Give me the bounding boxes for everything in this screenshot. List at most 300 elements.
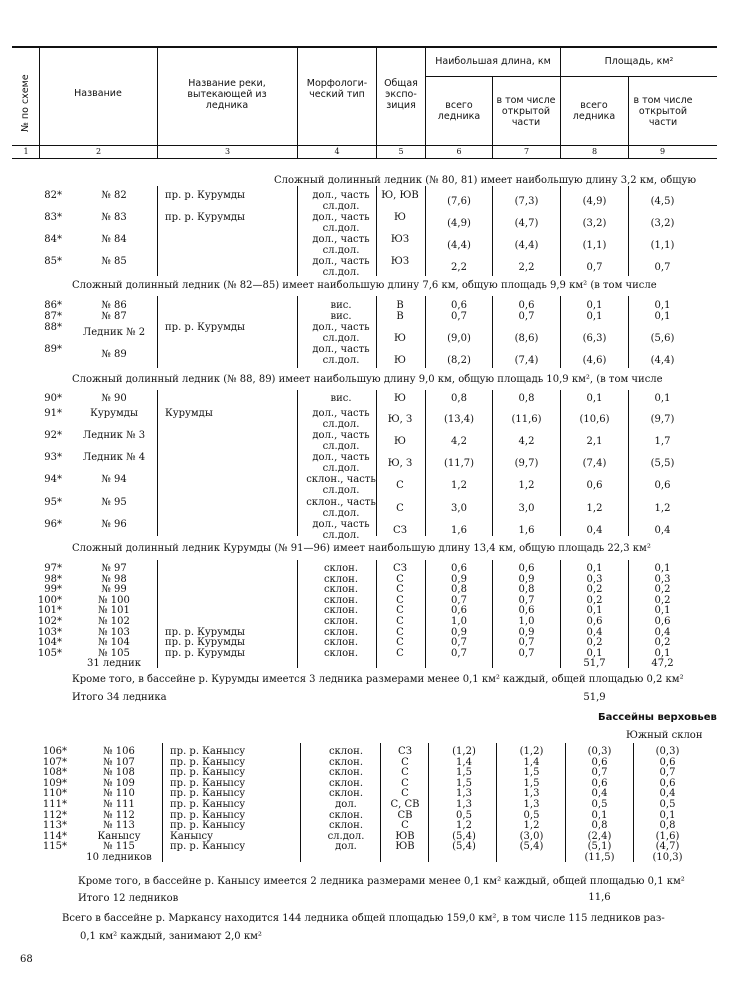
col-divider [297,46,298,158]
cell-typ: сл.дол. [322,201,360,212]
cell-lo: (8,6) [514,333,539,344]
cell-typ: склон. [323,626,359,638]
col-divider [39,46,40,158]
cell-name: № 105 [98,647,130,659]
cell-typ: вис. [330,300,352,311]
cell-name: № 109 [103,777,135,789]
cell-a: 0,4 [586,626,603,638]
cell-a: 0,1 [586,300,603,311]
cell-ao: (1,6) [655,830,680,842]
cell-name: 31 ледник [87,658,141,670]
cell-lo: (3,0) [519,830,544,842]
section-divider [560,186,561,276]
cell-name: Ледник № 4 [82,452,146,463]
header-group-length: Наибольшая длина, км [435,56,551,67]
header-group-area: Площадь, км² [604,56,674,67]
cell-lo: 1,5 [523,777,540,789]
cell-ao: 0,1 [654,311,671,322]
cell-exp: Ю [394,333,406,344]
section-divider [297,296,298,368]
cell-exp: ЮВ [395,830,415,842]
cell-ao: 0,1 [659,809,676,821]
cell-n: 88* [44,322,62,333]
cell-exp: С [401,820,409,832]
cell-a: 0,7 [591,767,608,779]
cell-lo: 0,7 [518,637,535,649]
col-number: 6 [456,147,462,156]
cell-l: (7,6) [447,196,471,207]
cell-typ: склон. [323,584,359,596]
header-col1: № по схеме [20,74,31,132]
cell-ao: 0,6 [659,777,676,789]
section-divider [425,390,426,536]
header-bottom-rule [12,145,717,146]
cell-lo: (9,7) [514,458,539,469]
cell-riv: Курумды [165,408,213,419]
cell-riv: пр. р. Каныıсу [170,746,246,757]
cell-riv: пр. р. Курумды [165,647,245,659]
cell-riv: пр. р. Курумды [165,626,245,638]
cell-a: 0,4 [591,788,608,800]
cell-riv: пр. р. Каныıсу [170,841,246,853]
cell-exp: ЮЗ [390,256,410,267]
cell-l: (4,9) [447,218,471,229]
cell-lo: 1,4 [523,756,540,768]
cell-l: (5,4) [452,830,476,842]
cell-ao: (4,7) [655,841,680,853]
cell-ao: 0,8 [659,820,676,832]
section-divider [380,743,381,862]
cell-exp: С [396,647,404,659]
section-subtitle: Южный склон [626,730,703,741]
cell-a: 0,7 [586,262,603,273]
cell-lo: (4,4) [514,240,539,251]
cell-typ: склон. [328,820,364,832]
cell-a: (0,3) [587,746,612,757]
cell-l: (4,4) [447,240,471,251]
cell-name: № 96 [101,519,127,530]
cell-l: 0,5 [456,809,472,821]
col-number: 4 [334,147,340,156]
cell-ao: 0,6 [654,616,671,627]
cell-a: 0,1 [586,605,603,617]
cell-exp: СЗ [398,746,412,757]
cell-n: 113* [42,820,67,832]
cell-typ: склон. [323,563,359,574]
cell-exp: С [396,503,404,514]
header-col6: всего ледника [437,100,481,122]
cell-exp: С [401,767,409,779]
table-top-rule [12,46,717,48]
section-divider [628,390,629,536]
cell-exp: С, СВ [390,799,420,810]
cell-exp: С [396,605,404,617]
cell-name: № 110 [103,788,135,800]
cell-ao: 0,1 [654,605,671,617]
cell-exp: С [396,626,404,638]
cell-typ: склон. [323,647,359,659]
cell-name: № 101 [98,605,130,617]
cell-typ: склон. [328,788,364,800]
cell-exp: С [401,756,409,768]
section-divider [492,560,493,668]
cell-name: № 106 [103,746,135,757]
section-divider [157,560,158,668]
cell-ao: 0,6 [654,480,671,491]
note-text: Кроме того, в бассейне р. Курумды имеется 3 ледника размерами менее 0,1 км² каждый, общей площадью 0,2 км² [72,674,684,685]
header-col9: в том числе открытой части [633,95,693,128]
cell-n: 100* [37,594,62,606]
cell-ao: 0,4 [654,525,671,536]
cell-typ: сл.дол. [322,485,360,496]
cell-typ: склон. [328,746,364,757]
cell-exp: СВ [397,809,413,821]
cell-a: (6,3) [582,333,607,344]
cell-exp: С [396,616,404,627]
cell-a: 0,3 [586,573,603,585]
cell-riv: пр. р. Курумды [165,212,245,223]
section-divider [297,390,298,536]
cell-exp: С [401,777,409,789]
final-note-line1: Всего в бассейне р. Маркансу находится 144 ледника общей площадью 159,0 км², в том числе 115 ледников раз- [62,913,665,924]
cell-exp: Ю [394,212,406,223]
section-divider [492,390,493,536]
cell-name: № 83 [101,212,127,223]
cell-l: 0,7 [451,311,467,322]
cell-exp: С [396,584,404,596]
cell-typ: склон. [323,616,359,627]
header-col7: в том числе открытой части [496,95,556,128]
page-number: 68 [20,954,33,965]
cell-exp: С [401,788,409,800]
header-col2: Название [74,88,122,99]
section-divider [376,186,377,276]
cell-l: 0,8 [451,584,467,596]
cell-a: 0,1 [591,809,608,821]
cell-name: № 113 [103,820,135,832]
col-number: 1 [23,147,29,156]
cell-typ: вис. [330,311,352,322]
cell-l: 1,3 [456,788,472,800]
cell-name: № 82 [101,190,127,201]
cell-a: (2,4) [587,830,612,842]
cell-a: 0,1 [586,563,603,574]
cell-n: 98* [44,573,62,585]
cell-l: 2,2 [451,262,467,273]
cell-l: 0,7 [451,594,467,606]
cell-lo: (7,3) [514,196,539,207]
cell-lo: 1,3 [523,788,540,800]
cell-riv: пр. р. Каныıсу [170,756,246,768]
cell-ao: 0,3 [654,573,671,585]
section-divider [425,560,426,668]
section-divider [297,560,298,668]
cell-a: 0,8 [591,820,608,832]
col-divider [560,46,561,158]
cell-riv: пр. р. Каныıсу [170,799,246,810]
cell-lo: 0,5 [523,809,540,821]
cell-exp: Ю [394,355,406,366]
cell-lo: (4,7) [514,218,539,229]
cell-lo: (7,4) [514,355,539,366]
cell-a: 0,1 [586,393,603,404]
cell-riv: пр. р. Курумды [165,637,245,649]
section-divider [162,743,163,862]
cell-ao: 0,7 [659,767,676,779]
col-number: 8 [591,147,598,156]
cell-name: № 104 [98,637,130,649]
cell-riv: пр. р. Каныıсу [170,820,246,832]
cell-typ: дол., часть [312,452,370,463]
cell-a: 0,1 [586,311,603,322]
cell-n: 94* [44,474,62,485]
cell-riv: Каныıсу [170,830,214,842]
cell-name: № 87 [101,311,127,322]
cell-a: (4,9) [582,196,607,207]
section-divider [560,390,561,536]
note-text: Кроме того, в бассейне р. Каныıсу имеется 2 ледника размерами менее 0,1 км² каждый, общей площадью 0,1 км² [78,876,685,887]
cell-n: 96* [44,519,62,530]
section-divider [628,186,629,276]
cell-a: (5,1) [587,841,612,853]
cell-a: 2,1 [586,436,603,447]
cell-n: 108* [42,767,67,779]
cell-riv: пр. р. Курумды [165,322,245,333]
cell-n: 102* [37,616,62,627]
cell-l: (9,0) [447,333,471,344]
cell-l: 0,8 [451,393,467,404]
cell-ao: 47,2 [651,658,674,670]
col-number: 2 [95,147,102,156]
section-divider [492,186,493,276]
cell-name: № 97 [101,563,127,574]
cell-typ: сл.дол. [327,830,365,842]
cell-lo: 1,3 [523,799,540,810]
cell-name: № 103 [98,626,130,638]
cell-name: № 115 [103,841,135,853]
section-divider [560,296,561,368]
col-divider [157,46,158,158]
cell-lo: 0,6 [518,300,535,311]
cell-lo: 1,2 [523,820,540,832]
cell-ao: (3,2) [650,218,675,229]
cell-exp: СЗ [393,563,407,574]
cell-ao: 0,4 [654,626,671,638]
cell-typ: склон. [328,756,364,768]
cell-n: 106* [42,746,67,757]
cell-a: 0,4 [586,525,603,536]
cell-typ: сл.дол. [322,245,360,256]
cell-n: 104* [37,637,62,649]
cell-l: 1,4 [456,756,472,768]
cell-name: № 108 [103,767,135,779]
cell-n: 85* [44,256,62,267]
cell-ao: 0,4 [659,788,676,800]
cell-n: 89* [44,344,62,355]
cell-lo: 0,9 [518,573,535,585]
cell-ao: 0,2 [654,584,671,596]
section-divider [425,296,426,368]
cell-exp: В [396,311,404,322]
col-number: 9 [659,147,666,156]
cell-lo: 0,7 [518,594,535,606]
cell-name: Каныıсу [97,830,141,842]
cell-ao: 0,1 [654,647,671,659]
cell-exp: Ю, ЮВ [381,190,419,201]
cell-ao: 0,7 [654,262,671,273]
cell-n: 112* [42,809,67,821]
section-divider [425,186,426,276]
cell-typ: сл.дол. [322,333,360,344]
cell-lo: 4,2 [518,436,535,447]
cell-typ: склон. [328,777,364,789]
cell-l: 1,5 [456,777,472,789]
header-col3: Название реки, вытекающей из ледника [187,78,267,111]
cell-l: (1,2) [452,746,476,757]
section-divider [633,743,634,862]
cell-ao: (0,3) [655,746,680,757]
cell-typ: дол., часть [312,212,370,223]
cell-typ: дол., часть [312,408,370,419]
cell-l: (5,4) [452,841,476,853]
cell-typ: склон. [323,637,359,649]
cell-typ: дол., часть [312,344,370,355]
section-divider [157,186,158,276]
cell-l: 0,7 [451,637,467,649]
cell-n: 82* [44,190,62,201]
cell-n: 97* [44,563,62,574]
cell-typ: дол., часть [312,322,370,333]
cell-lo: 0,9 [518,626,535,638]
cell-lo: 0,6 [518,563,535,574]
cell-name: № 102 [98,616,130,627]
cell-riv: пр. р. Каныıсу [170,777,246,789]
cell-ao: 0,1 [654,393,671,404]
cell-typ: сл.дол. [322,223,360,234]
cell-ao: 0,5 [659,799,676,810]
cell-l: 0,9 [451,573,467,585]
cell-name: № 86 [101,300,127,311]
col-divider [425,46,426,158]
cell-n: 83* [44,212,62,223]
cell-exp: СЗ [393,525,407,536]
cell-l: 0,6 [451,563,467,574]
cell-n: 103* [37,626,62,638]
cell-lo: 1,6 [518,525,535,536]
cell-n: 93* [44,452,62,463]
cell-name: № 111 [103,799,135,810]
cell-n: 114* [42,830,67,842]
cell-lo: 0,6 [518,605,535,617]
cell-name: № 98 [101,573,127,585]
cell-ao: 1,2 [654,503,671,514]
cell-n: 99* [44,584,62,596]
cell-l: 1,3 [456,799,472,810]
cell-riv: пр. р. Каныıсу [170,788,246,800]
cell-name: № 112 [103,809,135,821]
cell-ao: (10,3) [652,852,683,863]
cell-exp: Ю [394,393,406,404]
cell-exp: ЮЗ [390,234,410,245]
cell-l: 4,2 [451,436,467,447]
cell-n: 110* [42,788,67,800]
cell-typ: сл.дол. [322,441,360,452]
cell-lo: 0,8 [518,584,535,596]
cell-lo: 0,8 [518,393,535,404]
cell-n: 111* [42,799,67,810]
cell-l: (13,4) [443,414,475,425]
section-divider [628,560,629,668]
cell-a: 0,1 [586,647,603,659]
cell-n: 105* [37,647,62,659]
col-divider [376,46,377,158]
cell-typ: сл.дол. [322,419,360,430]
cell-typ: дол., часть [312,430,370,441]
cell-a: 0,6 [591,756,608,768]
cell-name: № 84 [101,234,127,245]
cell-ao: (5,6) [650,333,675,344]
section-divider [157,296,158,368]
section-divider [492,296,493,368]
cell-a: (4,6) [582,355,607,366]
cell-typ: дол. [335,799,357,810]
numbers-row-rule [12,158,717,159]
itogo-value: 11,6 [588,892,611,903]
col-divider [628,76,629,158]
cell-l: 0,6 [451,605,467,617]
section-divider [376,296,377,368]
cell-name: № 89 [101,349,127,360]
cell-typ: сл.дол. [322,355,360,366]
cell-name: № 95 [101,497,127,508]
cell-name: № 90 [101,393,127,404]
cell-n: 101* [37,605,62,617]
cell-n: 86* [44,300,62,311]
note-text: Сложный долинный ледник Курумды (№ 91—96) имеет наибольшую длину 13,4 км, общую площадь 22,3 км² [72,543,651,554]
cell-typ: дол., часть [312,519,370,530]
cell-ao: (1,1) [650,240,675,251]
col-number: 5 [398,147,404,156]
cell-exp: Ю, З [387,414,413,425]
group-header-rule [425,76,717,77]
cell-ao: 0,1 [654,563,671,574]
cell-l: 0,7 [451,647,467,659]
section-divider [560,560,561,668]
cell-lo: 2,2 [518,262,535,273]
cell-exp: Ю [394,436,406,447]
section-divider [628,296,629,368]
cell-a: (1,1) [582,240,607,251]
cell-lo: 1,2 [518,480,535,491]
cell-name: Ледник № 2 [82,327,146,338]
cell-lo: (11,6) [511,414,542,425]
section-divider [297,186,298,276]
cell-name: № 85 [101,256,127,267]
col-divider [492,76,493,158]
cell-a: 0,2 [586,584,603,596]
cell-typ: дол., часть [312,190,370,201]
cell-l: 1,5 [456,767,472,779]
cell-n: 84* [44,234,62,245]
cell-n: 91* [44,408,62,419]
cell-exp: С [396,480,404,491]
cell-l: 1,2 [456,820,472,832]
cell-a: (7,4) [582,458,607,469]
section-divider [496,743,497,862]
cell-a: 0,6 [586,480,603,491]
cell-name: 10 ледников [86,852,152,863]
section-divider [428,743,429,862]
